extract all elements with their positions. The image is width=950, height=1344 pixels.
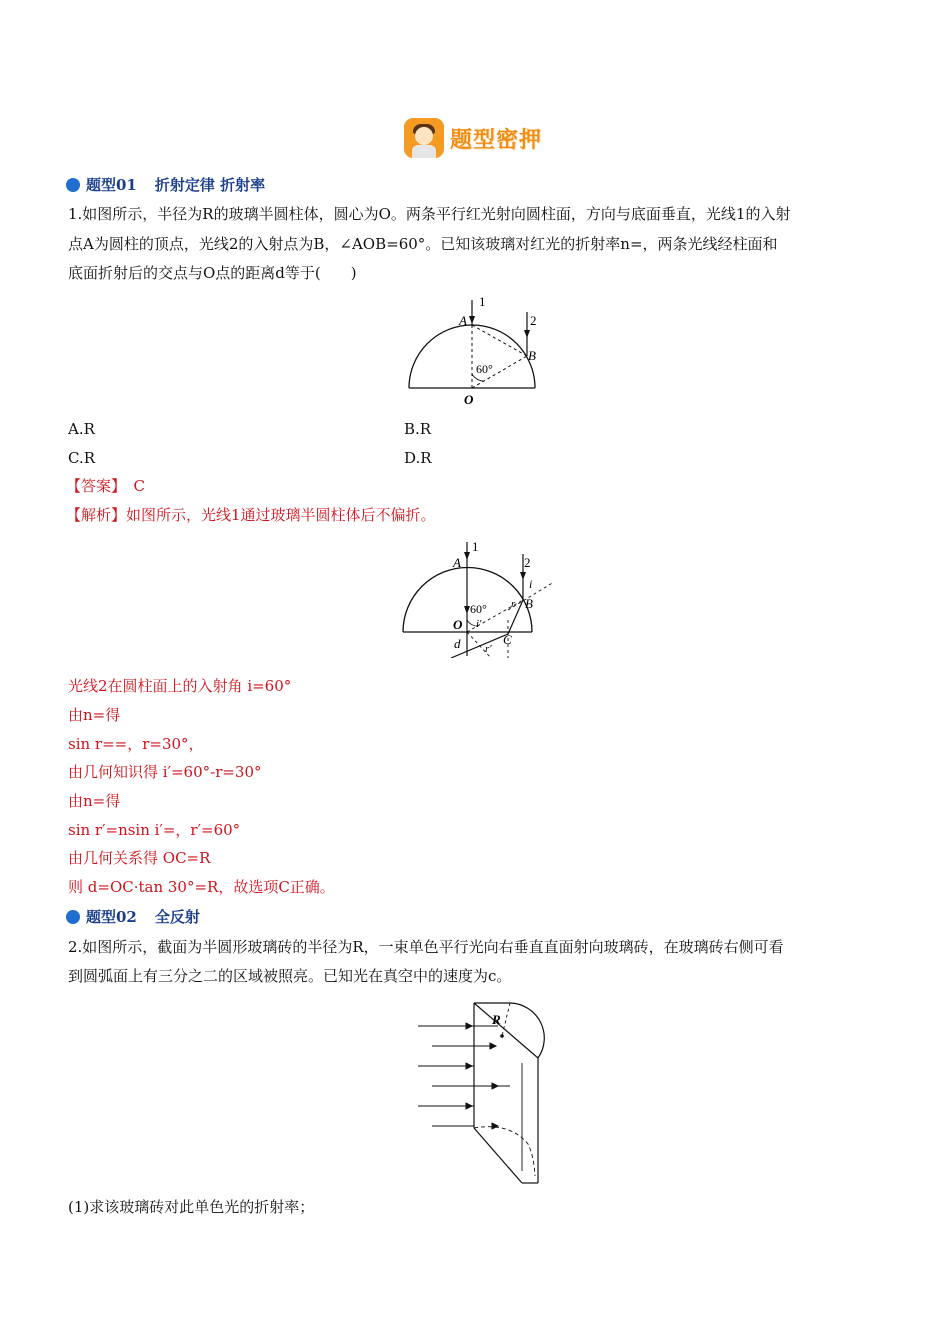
point-a-label: A: [459, 313, 467, 328]
semicircle-figure: [400, 294, 550, 406]
angle-i-prime-label: i′: [476, 618, 482, 630]
angle-r-label: r: [511, 598, 516, 610]
point-a-label: A: [453, 555, 461, 570]
question-text: 底面折射后的交点与O点的距离d等于( ): [68, 264, 357, 282]
distance-d-label: d: [454, 636, 461, 651]
point-b-label: B: [528, 348, 536, 363]
section-header-2: [66, 906, 200, 927]
ray-2-label: 2: [530, 313, 537, 328]
point-o-label: O: [453, 617, 463, 632]
option-a: A.R: [68, 420, 95, 438]
section-title: 题型01: [86, 176, 137, 194]
question-text: 到圆弧面上有三分之二的区域被照亮。已知光在真空中的速度为c。: [68, 967, 512, 985]
refraction-figure: [396, 534, 556, 658]
solution-line: 则 d=OC·tan 30°=R，故选项C正确。: [68, 878, 335, 896]
solution-line: 由几何关系得 OC=R: [68, 849, 211, 867]
question-text: 2.如图所示，截面为半圆形玻璃砖的半径为R，一束单色平行光向右垂直直面射向玻璃砖，在玻璃砖右侧可看: [68, 938, 784, 956]
point-c-label: C: [503, 632, 512, 647]
teacher-avatar-icon: [404, 118, 444, 158]
point-b-label: B: [525, 596, 533, 611]
section-header-1: [66, 174, 265, 195]
angle-r-prime-label: r′: [485, 643, 492, 655]
ray-2-label: 2: [524, 555, 531, 570]
solution-line: sin r==，r=30°，: [68, 735, 204, 753]
location-pin-icon: [66, 910, 80, 924]
banner-title: 题型密押: [450, 127, 543, 153]
solution-line: 由n=得: [68, 706, 121, 724]
option-c: C.R: [68, 449, 96, 467]
question-text: 1.如图所示，半径为R的玻璃半圆柱体，圆心为O。两条平行红光射向圆柱面，方向与底面垂直，光线1的入射: [68, 205, 791, 223]
solution-line: 由n=得: [68, 792, 121, 810]
angle-label: 60°: [470, 602, 487, 616]
question-text: 点A为圆柱的顶点，光线2的入射点为B，∠AOB=60°。已知该玻璃对红光的折射率n=，两条光线经柱面和: [68, 235, 778, 253]
option-b: B.R: [404, 420, 432, 438]
solution-line: 由几何知识得 i′=60°-r=30°: [68, 763, 262, 781]
section-subtitle: 折射定律 折射率: [154, 176, 266, 194]
angle-i-label: i: [529, 577, 533, 591]
section-subtitle: 全反射: [154, 908, 200, 926]
option-d: D.R: [404, 449, 432, 467]
angle-label: 60°: [476, 362, 493, 376]
radius-label: R: [492, 1012, 501, 1027]
section-banner: [404, 118, 542, 158]
solution-line: 光线2在圆柱面上的入射角 i=60°: [68, 677, 292, 695]
answer-text: 【答案】 C: [66, 477, 145, 495]
point-o-label: O: [464, 392, 474, 406]
glass-brick-figure: [410, 996, 550, 1186]
solution-line: sin r′=nsin i′=，r′=60°: [68, 821, 241, 839]
ray-1-label: 1: [479, 294, 486, 309]
section-title: 题型02: [86, 908, 137, 926]
location-pin-icon: [66, 178, 80, 192]
ray-1-label: 1: [472, 539, 479, 554]
sub-question-1: (1)求该玻璃砖对此单色光的折射率；: [68, 1198, 315, 1216]
analysis-intro: 【解析】如图所示，光线1通过玻璃半圆柱体后不偏折。: [66, 506, 436, 524]
